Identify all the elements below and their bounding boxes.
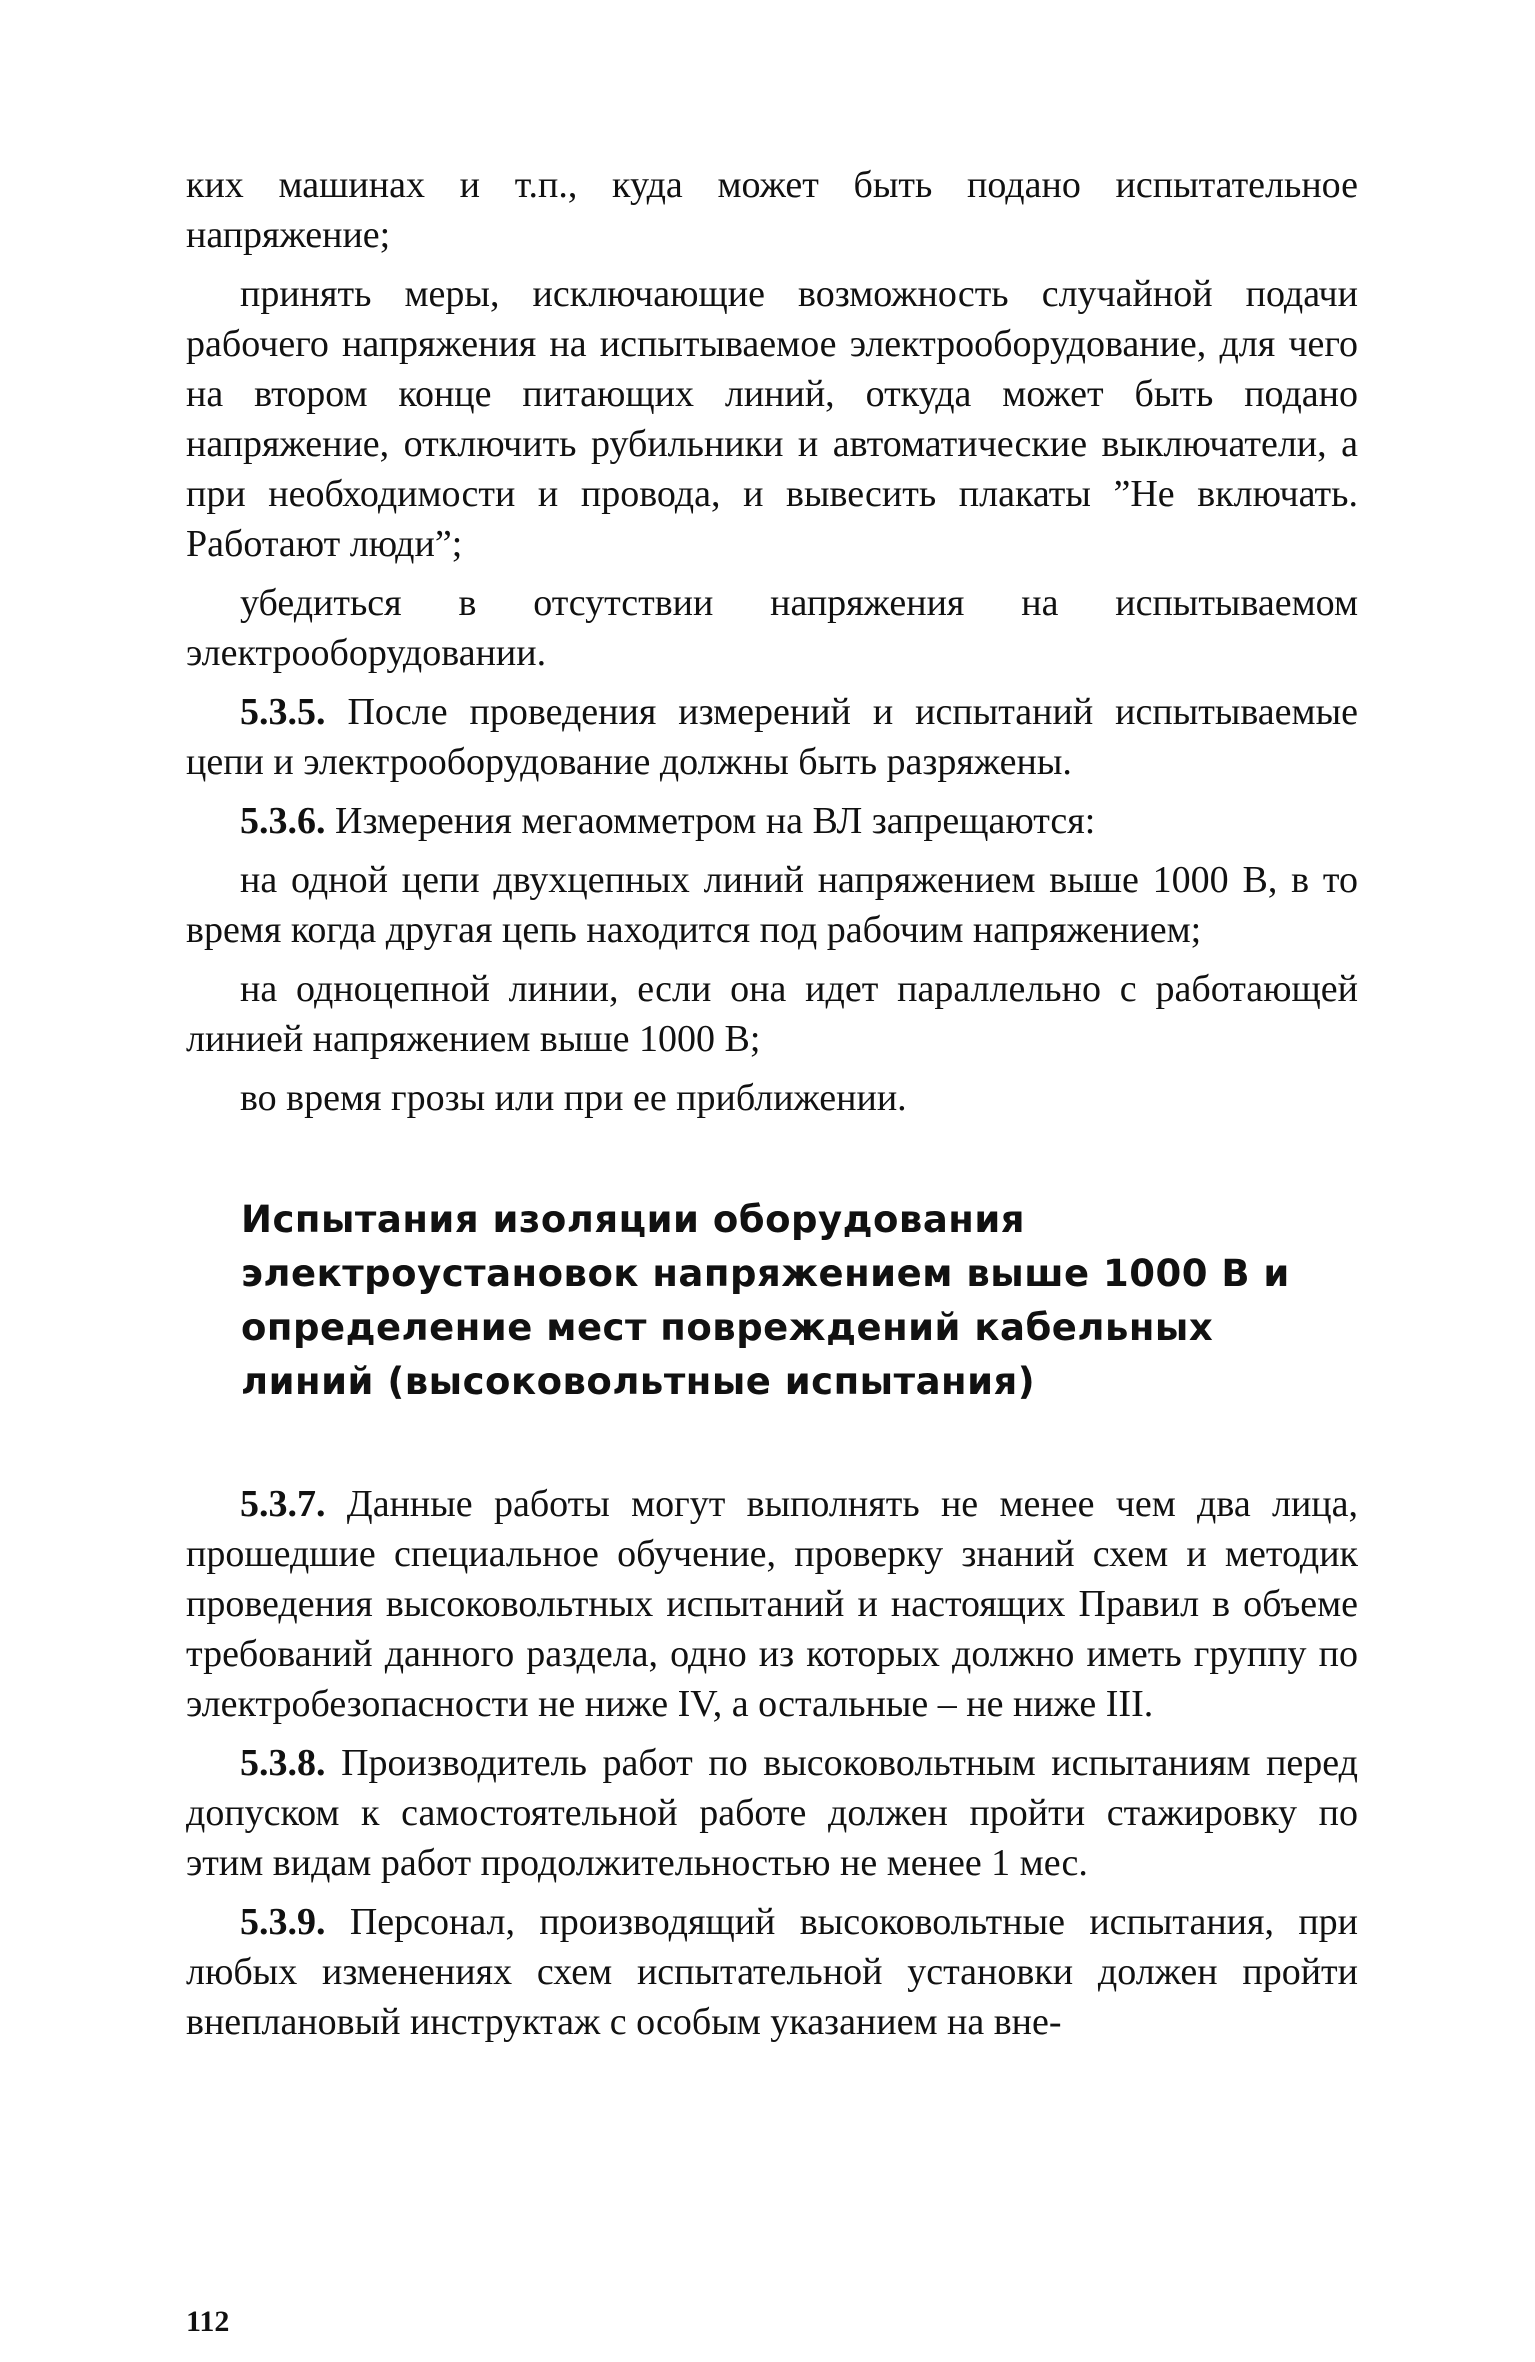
paragraph-text: убедиться в отсутствии напряжения на испытываемом электрооборудовании.	[186, 582, 1358, 674]
paragraph	[186, 1479, 1358, 1729]
paragraph	[186, 269, 1358, 569]
paragraph-text: принять меры, исключающие возможность случайной подачи рабочего напряжения на испытываемое электрооборудование, для чего на втором конце питающих линий, откуда может быть подано напряжение, отключить рубильники и автоматические выключатели, а при необходимости и провода, и вывесить плакаты ”Не включать. Работают люди”;	[186, 273, 1358, 565]
paragraph	[186, 1897, 1358, 2047]
paragraph	[186, 1738, 1358, 1888]
clause-number: 5.3.6.	[240, 800, 326, 842]
clause-number: 5.3.9.	[240, 1901, 326, 1943]
paragraph	[186, 578, 1358, 678]
paragraph	[186, 687, 1358, 787]
paragraph-text: на одноцепной линии, если она идет параллельно с работающей линией напряжением выше 1000 В;	[186, 968, 1358, 1060]
paragraph-text: ких машинах и т.п., куда может быть подано испытательное напряжение;	[186, 164, 1358, 256]
document-page	[186, 160, 1358, 2340]
paragraph	[186, 160, 1358, 260]
paragraph-text: После проведения измерений и испытаний испытываемые цепи и электрооборудование должны быть разряжены.	[186, 691, 1358, 783]
paragraph-text: Персонал, производящий высоковольтные испытания, при любых изменениях схем испытательной установки должен пройти внеплановый инструктаж с особым указанием на вне-	[186, 1901, 1358, 2043]
paragraph	[186, 964, 1358, 1064]
section-heading: Испытания изоляции оборудования электроустановок напряжением выше 1000 В и определение мест повреждений кабельных линий (высоковольтные испытания)	[241, 1198, 1290, 1403]
paragraph-text: во время грозы или при ее приближении.	[240, 1077, 907, 1119]
paragraph-text: на одной цепи двухцепных линий напряжением выше 1000 В, в то время когда другая цепь находится под рабочим напряжением;	[186, 859, 1358, 951]
clause-number: 5.3.5.	[240, 691, 326, 733]
paragraph-text: Данные работы могут выполнять не менее чем два лица, прошедшие специальное обучение, проверку знаний схем и методик проведения высоковольтных испытаний и настоящих Правил в объеме требований данного раздела, одно из которых должно иметь группу по электробезопасности не ниже IV, а остальные – не ниже III.	[186, 1483, 1358, 1725]
paragraph	[186, 855, 1358, 955]
paragraphs-bottom	[186, 1479, 1358, 2047]
clause-number: 5.3.8.	[240, 1742, 326, 1784]
page-number: 112	[186, 2305, 230, 2338]
paragraph-text: Измерения мегаомметром на ВЛ запрещаются:	[325, 800, 1096, 842]
paragraphs-top	[186, 160, 1358, 1123]
paragraph-text: Производитель работ по высоковольтным испытаниям перед допуском к самостоятельной работе должен пройти стажировку по этим видам работ продолжительностью не менее 1 мес.	[186, 1742, 1358, 1884]
paragraph	[186, 796, 1358, 846]
paragraph	[186, 1073, 1358, 1123]
clause-number: 5.3.7.	[240, 1483, 326, 1525]
